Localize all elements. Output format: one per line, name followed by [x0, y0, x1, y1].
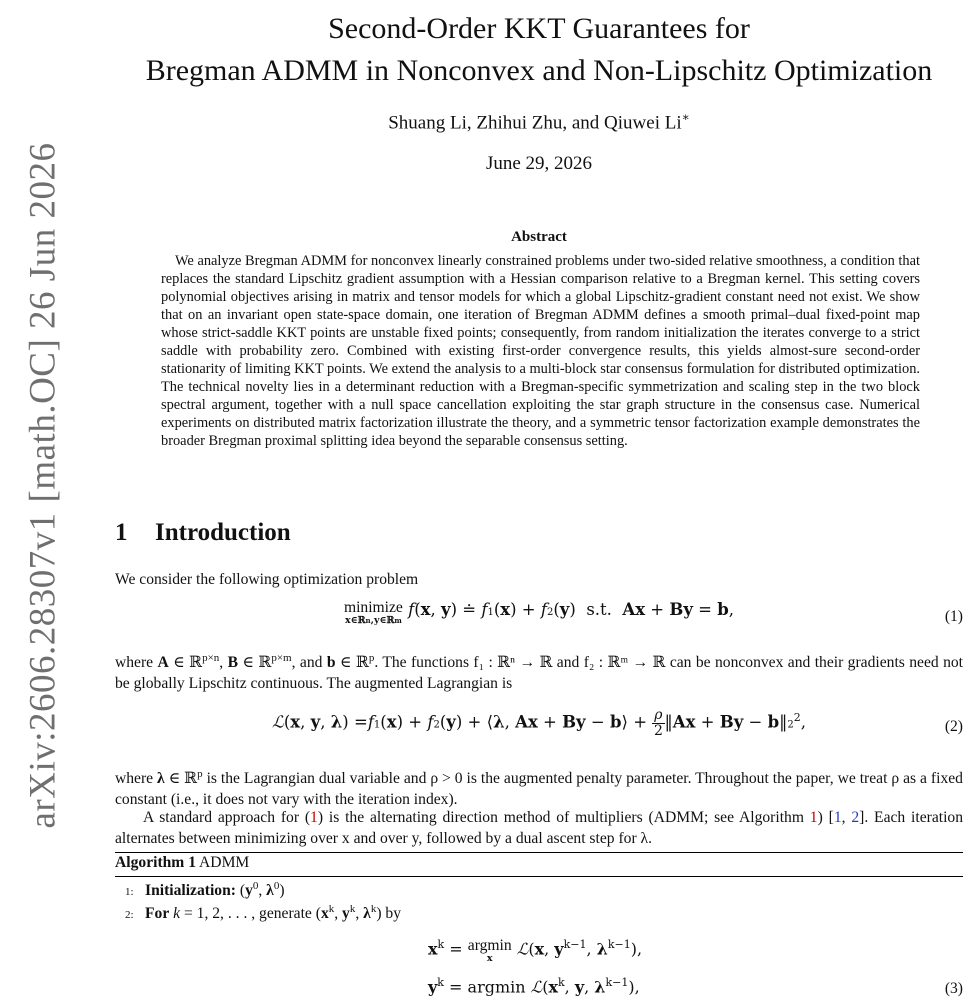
algorithm-name: ADMM	[199, 854, 250, 871]
algorithm-x-update: $x^k$ = argmin x ℒ(x, $y^{k-1}$, $\lambda^{k-1}$),	[428, 937, 643, 964]
p4-text-b: ) is the alternating direction method of multipliers (ADMM; see Algorithm	[317, 809, 810, 826]
equation-ref-link[interactable]: 1	[310, 809, 318, 826]
paper-title	[115, 8, 963, 92]
line-number-2: 2:	[125, 909, 134, 922]
citation-link-2[interactable]: 2	[851, 809, 860, 826]
equation-3	[115, 980, 963, 1000]
line-number-1: 1:	[125, 886, 134, 899]
authors-line	[115, 110, 963, 134]
algorithm-line-2: 2: For k = 1, 2, . . . , generate ($x^k$, $y^k$, $\lambda^k$) by	[125, 903, 401, 923]
algorithm-caption-rule	[115, 876, 963, 877]
algorithm-ref-link[interactable]: 1	[809, 809, 818, 826]
title-line-2: Bregman ADMM in Nonconvex and Non-Lipschitz Optimization	[145, 54, 933, 87]
section-heading	[115, 519, 291, 547]
equation-1: minimize x∈ℝn,y∈ℝm f(x, y) ≐ f1(x) + f2(y) s.t. Ax + By = b, (1)	[343, 599, 963, 626]
intro-paragraph-4: A standard approach for (1) is the alternating direction method of multipliers (ADMM; see Algorithm 1) [1, 2]. Each iteration alternates between minimizing over x and over y, followed by a dual ascent step for λ.	[115, 809, 964, 847]
equation-2: ℒ(x, y, λ) =f1(x) + f2(y) + ⟨λ, Ax + By − b⟩ + $\frac{\rho}{2}$ ‖Ax + $By - b‖2^2$, (2)	[271, 707, 963, 739]
algorithm-line-1: 1: Initialization: ($y^0$, $\lambda^0$)	[125, 880, 285, 900]
for-keyword: For	[145, 905, 170, 923]
abstract-heading: Abstract	[511, 229, 567, 245]
intro-paragraph-1: We consider the following optimization problem	[115, 571, 419, 588]
abstract-text: We analyze Bregman ADMM for nonconvex linearly constrained problems under two-sided relative smoothness, a condition that replaces the standard Lipschitz gradient assumption with a Hessian comparison relative to a Bregman kernel. This setting covers polynomial objectives arising in matrix and tensor models for which a global Lipschitz-gradient constant need not exist. We show that on an invariant open state-space domain, one iteration of Bregman ADMM defines a smooth primal–dual fixed-point map whose strict-saddle KKT points are unstable fixed points; consequently, from random initialization the iterates converge to a strict saddle with probability zero. Combined with existing first-order convergence results, this yields almost-sure second-order stationarity of limiting KKT points. We extend the analysis to a multi-block star consensus formulation for distributed optimization. The technical novelty lies in a determinant reduction with a Bregman-specific symmetrization and scaling step in the two block spectral argument, together with a null space cancellation exploiting the star graph structure in the consensus case. Numerical experiments on distributed matrix factorization illustrate the theory, and a symmetric tensor factorization example demonstrates the broader Bregman proximal splitting idea beyond the separable consensus setting.	[161, 253, 920, 449]
author-footnote-mark: ∗	[681, 110, 690, 124]
citation-link-1[interactable]: 1	[833, 809, 842, 826]
line-2-text: generate	[259, 905, 312, 923]
intro-paragraph-2: where A ∈ ℝ$^{p\times n}$, B ∈ ℝ$^{p\times m}$, and b ∈ ℝ$^p$. The functions f₁ : ℝⁿ → ℝ and f₂ : ℝᵐ → ℝ can be nonconvex and their gradients need not be globally Lipschitz continuous. The augmented Lagrangian is	[115, 652, 964, 693]
equation-3-number: (3)	[944, 980, 963, 997]
line-2-tail: by	[385, 905, 401, 923]
authors: Shuang Li, Zhihui Zhu, and Qiuwei Li	[388, 112, 682, 134]
intro-paragraph-2-text: The functions f₁ : ℝⁿ → ℝ and f₂ : ℝᵐ → ℝ can be nonconvex and their gradients need not be globally Lipschitz continuous. The augmented Lagrangian is	[115, 654, 964, 693]
algorithm-y-update: $y^k = argmin$ $ℒ(x^k$, y, $\lambda^{k-1}$),	[428, 976, 640, 997]
algorithm-top-rule	[115, 852, 963, 853]
p4-text-a: A standard approach for (	[143, 809, 311, 826]
equation-1-number: (1)	[944, 608, 963, 625]
section-number: 1	[115, 519, 128, 546]
title-line-1: Second-Order KKT Guarantees for	[328, 12, 750, 45]
arxiv-identifier: arXiv:2606.28307v1 [math.OC] 26 Jun 2026	[22, 142, 64, 829]
section-title: Introduction	[155, 519, 291, 546]
intro-paragraph-3-text: is the Lagrangian dual variable and ρ > 0 is the augmented penalty parameter. Throughout the paper, we treat ρ as a fixed constant (i.e., it does not vary with the iteration index).	[115, 770, 963, 809]
initialization-keyword: Initialization:	[145, 882, 236, 900]
intro-paragraph-3: where λ ∈ ℝ$^p$ is the Lagrangian dual variable and ρ > 0 is the augmented penalty parameter. Throughout the paper, we treat ρ as a fixed constant (i.e., it does not vary with the iteration index).	[115, 768, 963, 809]
equation-2-number: (2)	[944, 718, 963, 735]
p4-text-d: ]. Each iteration alternates between minimizing over x and over y, followed by a dual ascent step for λ.	[115, 809, 964, 847]
algorithm-label: Algorithm 1	[115, 854, 196, 871]
algorithm-caption	[115, 854, 249, 872]
paper-date: June 29, 2026	[485, 153, 593, 174]
p4-text-c: ) [	[817, 809, 834, 826]
